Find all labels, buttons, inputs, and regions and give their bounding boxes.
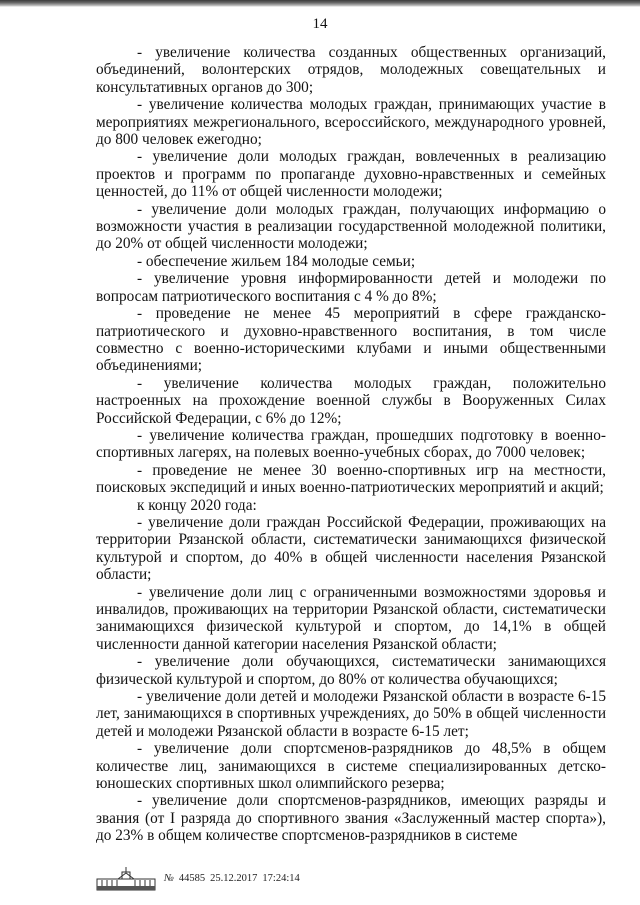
paragraph: - увеличение количества граждан, прошедших подготовку в военно-спортивных лагерях, на полевых военно-учебных сборах, до 7000 человек; (96, 426, 606, 462)
paragraph: - обеспечение жильем 184 молодые семьи; (137, 252, 416, 270)
registration-info (164, 873, 300, 884)
document-footer (96, 864, 300, 892)
paragraph: - проведение не менее 45 мероприятий в сфере гражданско-патриотического и духовно-нравственного воспитания, в том числе совместно с военно-историческими клубами и иными общественными объединениями; (96, 305, 606, 375)
section-heading: к концу 2020 года: (137, 496, 257, 514)
paragraph: - увеличение доли обучающихся, систематически занимающихся физической культурой и спортом, до 80% от количества обучающихся; (96, 653, 606, 688)
paragraph: - увеличение доли спортсменов-разрядников, имеющих разряды и звания (от I разряда до спортивного звания «Заслуженный мастер спорта»), до 23% в общем количестве спортсменов-разрядников в системе (96, 792, 606, 845)
paragraph: - увеличение доли молодых граждан, получающих информацию о возможности участия в реализации государственной молодежной политики, до 20% от общей численности молодежи; (96, 200, 606, 253)
paragraph: - увеличение доли лиц с ограниченными возможностями здоровья и инвалидов, проживающих на территории Рязанской области, систематически занимающихся физической культурой и спортом, до 14,1% в общей численности данной категории населения Рязанской области; (96, 583, 606, 653)
registry-stamp-icon (96, 864, 156, 892)
doc-date: 25.12.2017 (210, 872, 258, 884)
paragraph: - увеличение доли спортсменов-разрядников до 48,5% в общем количестве лиц, занимающихся в системе специализированных детско-юношеских спортивных школ олимпийского резерва; (96, 740, 606, 793)
paragraph: - увеличение доли граждан Российской Федерации, проживающих на территории Рязанской области, систематически занимающихся физической культурой и спортом, до 40% в общей численности населения Рязанской области; (96, 513, 606, 584)
page-number: 14 (312, 16, 328, 32)
paragraph: - увеличение доли молодых граждан, вовлеченных в реализацию проектов и программ по пропаганде духовно-нравственных и семейных ценностей, до 11% от общей численности молодежи; (96, 148, 606, 201)
paragraph: - увеличение количества молодых граждан, положительно настроенных на прохождение военной службы в Вооруженных Силах Российской Федерации, с 6% до 12%; (96, 374, 606, 427)
doc-time: 17:24:14 (262, 872, 300, 884)
doc-number: 44585 (178, 872, 206, 884)
paragraph: - увеличение доли детей и молодежи Рязанской области в возрасте 6-15 лет, занимающихся в спортивных учреждениях, до 50% в общей численности детей и молодежи Рязанской области в возрасте 6-15 лет; (96, 688, 606, 740)
paragraph: - увеличение количества созданных общественных организаций, объединений, волонтерских отрядов, молодежных совещательных и консультативных органов до 300; (96, 44, 606, 96)
paragraph: - увеличение уровня информированности детей и молодежи по вопросам патриотического воспитания с 4 % до 8%; (96, 270, 606, 305)
scan-top-edge (0, 0, 640, 7)
doc-number-symbol: № (164, 872, 174, 884)
paragraph: - увеличение количества молодых граждан, принимающих участие в мероприятиях межрегионального, всероссийского, международного уровней, до 800 человек ежегодно; (96, 96, 606, 149)
document-body (96, 44, 606, 845)
paragraph: - проведение не менее 30 военно-спортивных игр на местности, поисковых экспедиций и иных военно-патриотических мероприятий и акций; (96, 461, 606, 497)
